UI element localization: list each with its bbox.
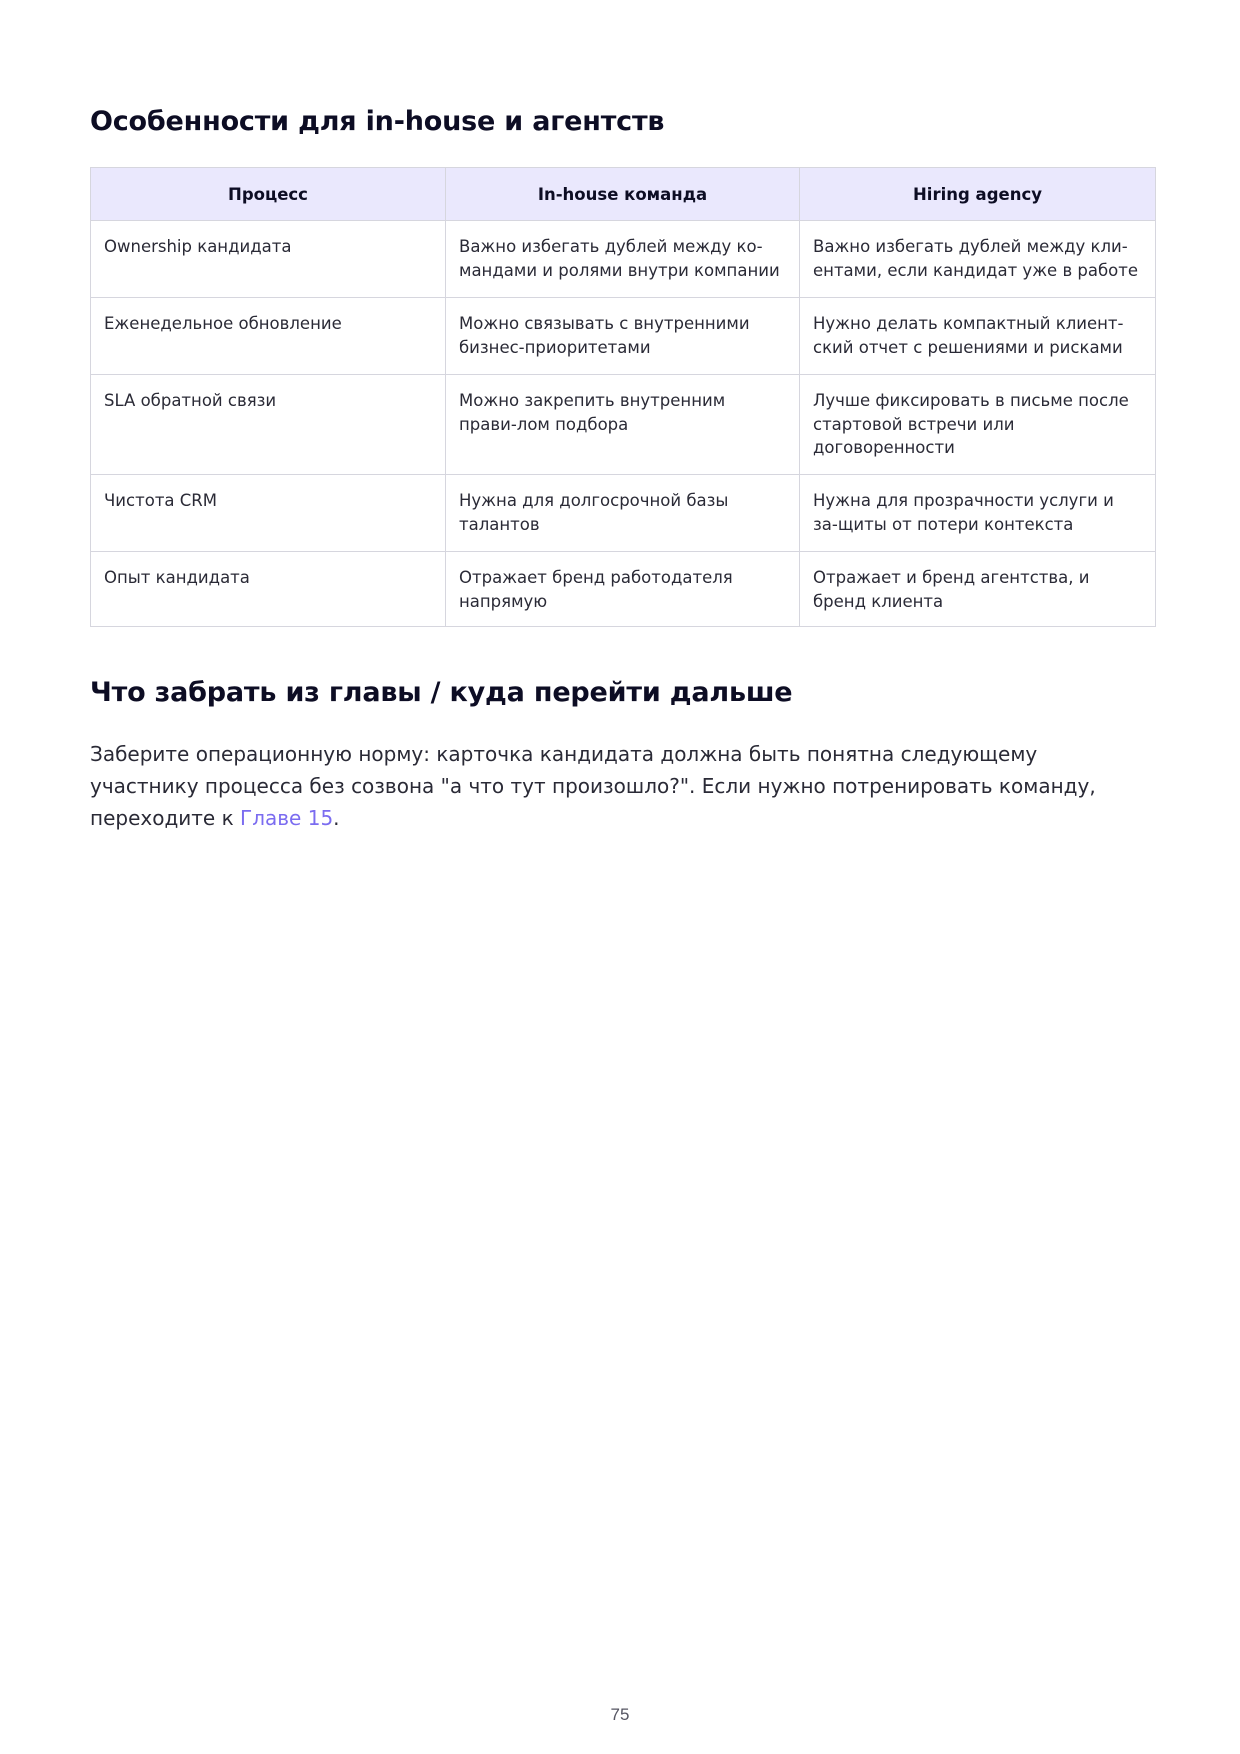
cell-process: Опыт кандидата xyxy=(91,552,446,627)
comparison-table xyxy=(90,167,1156,627)
table-row xyxy=(91,475,1156,552)
paragraph-end: . xyxy=(333,806,340,830)
table-row xyxy=(91,298,1156,375)
cell-agency: Важно избегать дублей между кли-ентами, если кандидат уже в работе xyxy=(800,221,1156,298)
table-row xyxy=(91,552,1156,627)
header-agency: Hiring agency xyxy=(800,168,1156,221)
table-row xyxy=(91,375,1156,475)
cell-process: Еженедельное обновление xyxy=(91,298,446,375)
paragraph-text: Заберите операционную норму: карточка кандидата должна быть понятна следующему участнику процесса без созвона "а что тут произошло?". Если нужно потренировать команду, переходите к xyxy=(90,742,1096,830)
table-row xyxy=(91,221,1156,298)
cell-inhouse: Отражает бренд работодателя напрямую xyxy=(446,552,800,627)
cell-inhouse: Можно связывать с внутренними бизнес-приоритетами xyxy=(446,298,800,375)
takeaway-paragraph xyxy=(90,738,1150,834)
header-inhouse: In-house команда xyxy=(446,168,800,221)
header-process: Процесс xyxy=(91,168,446,221)
section-title-inhouse-agencies: Особенности для in-house и агентств xyxy=(90,106,665,137)
cell-inhouse: Важно избегать дублей между ко-мандами и ролями внутри компании xyxy=(446,221,800,298)
cell-agency: Отражает и бренд агентства, и бренд клиента xyxy=(800,552,1156,627)
table-header-row xyxy=(91,168,1156,221)
page-number: 75 xyxy=(610,1705,630,1724)
section-title-takeaways: Что забрать из главы / куда перейти дальше xyxy=(90,677,793,708)
cell-inhouse: Можно закрепить внутренним прави-лом подбора xyxy=(446,375,800,475)
cell-agency: Лучше фиксировать в письме после стартовой встречи или договоренности xyxy=(800,375,1156,475)
cell-agency: Нужна для прозрачности услуги и за-щиты от потери контекста xyxy=(800,475,1156,552)
cell-agency: Нужно делать компактный клиент-ский отчет с решениями и рисками xyxy=(800,298,1156,375)
cell-inhouse: Нужна для долгосрочной базы талантов xyxy=(446,475,800,552)
cell-process: SLA обратной связи xyxy=(91,375,446,475)
cell-process: Чистота CRM xyxy=(91,475,446,552)
cell-process: Ownership кандидата xyxy=(91,221,446,298)
chapter-15-link[interactable]: Главе 15 xyxy=(240,806,334,830)
